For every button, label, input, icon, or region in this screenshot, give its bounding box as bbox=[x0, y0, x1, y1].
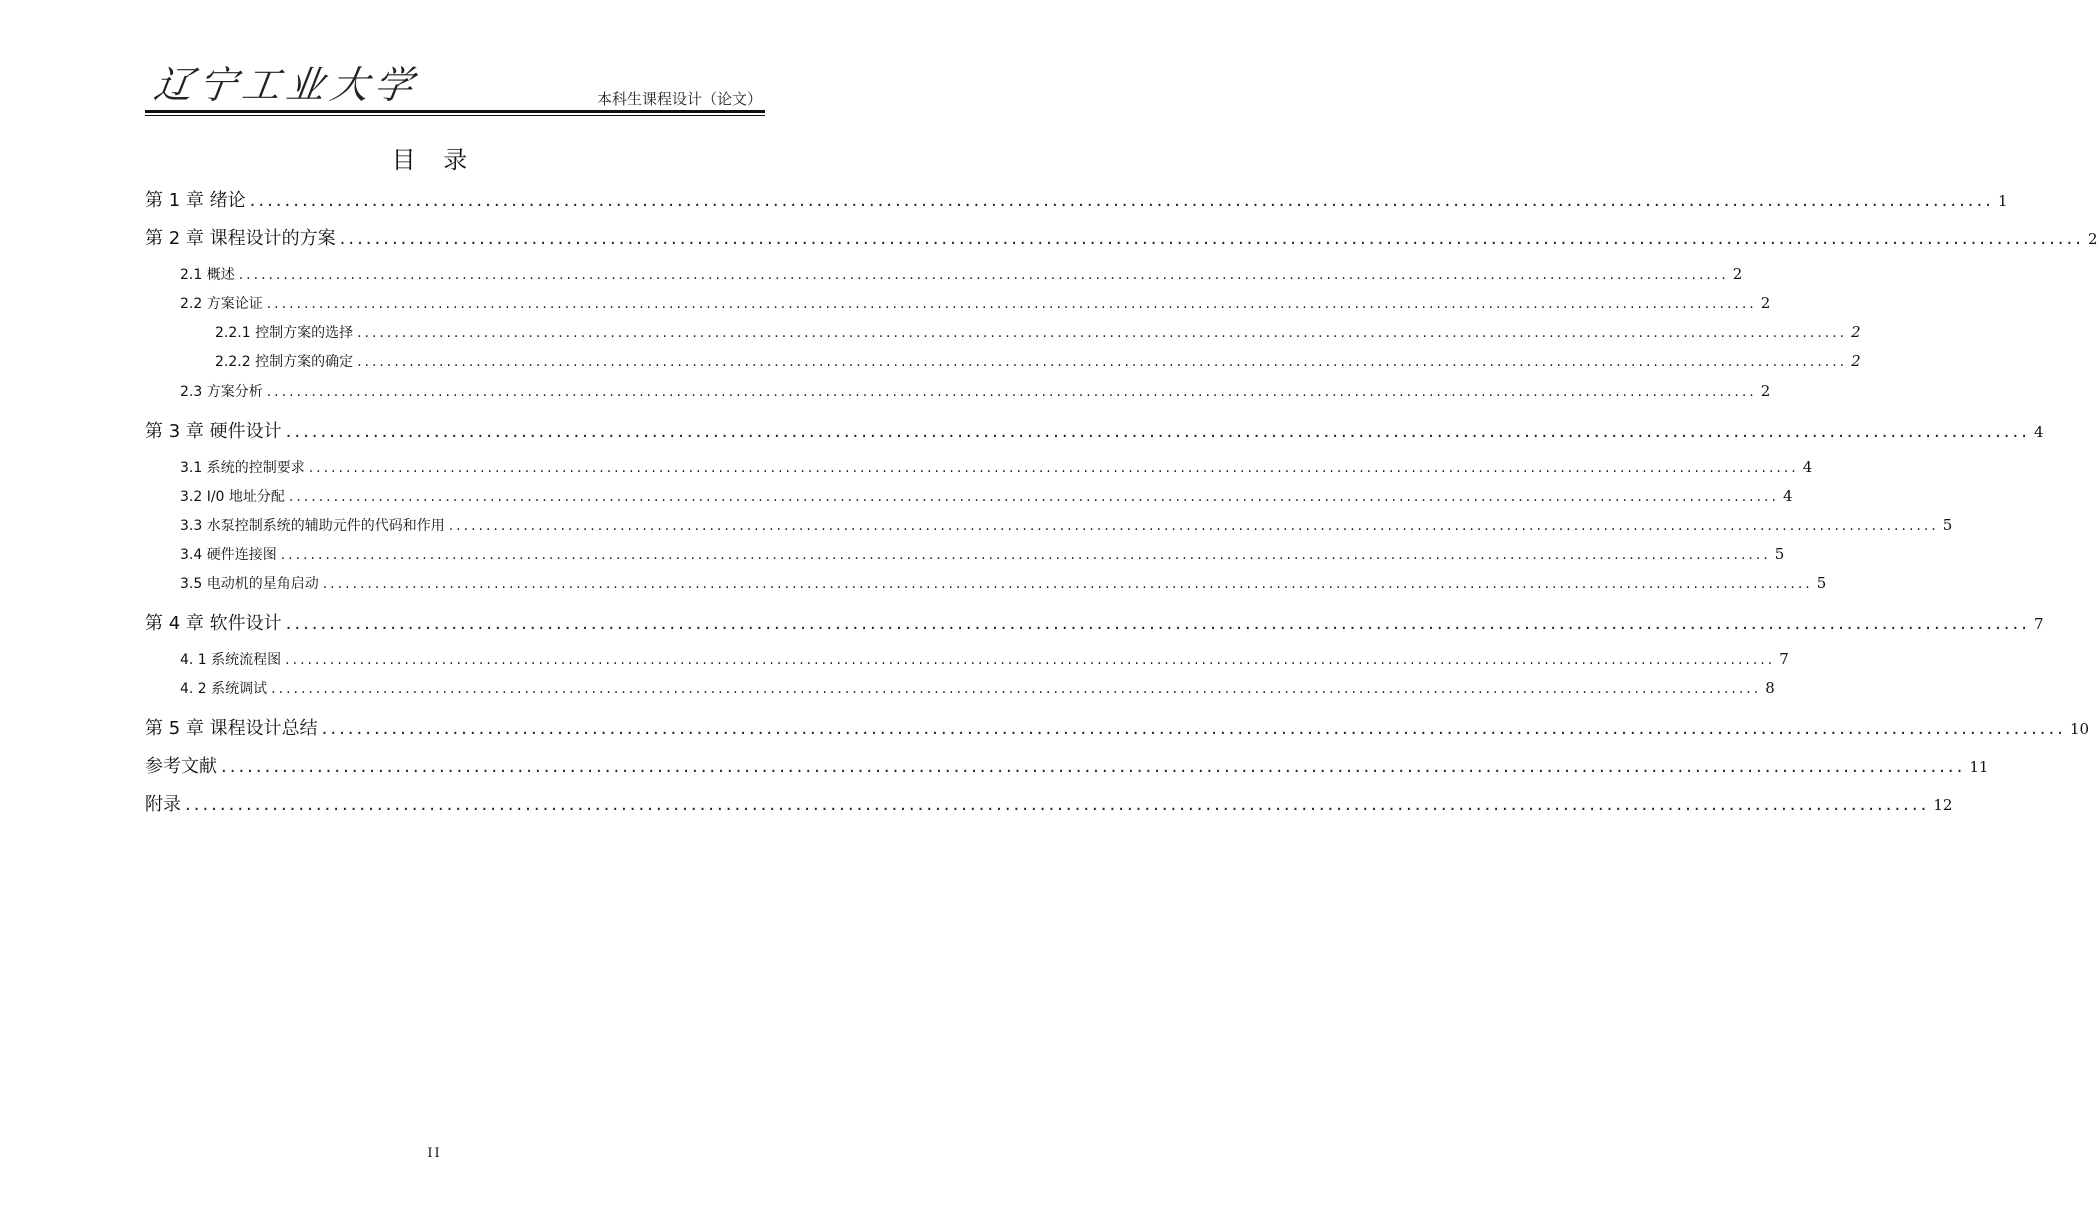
toc-entry-label: 3.3 水泵控制系统的辅助元件的代码和作用 bbox=[180, 518, 445, 534]
toc-entry-chapter-1[interactable] bbox=[145, 186, 2008, 212]
toc-leader-dots: ........................................................................................................................................................................................................ bbox=[288, 489, 1779, 505]
toc-leader-dots: ........................................................................................................................................................................................................ bbox=[185, 794, 1930, 815]
toc-entry-label: 第 3 章 硬件设计 bbox=[145, 421, 282, 442]
toc-entry-references[interactable] bbox=[145, 752, 1989, 778]
toc-entry-page: 5 bbox=[1816, 574, 1827, 592]
toc-entry-section-2-2-2[interactable] bbox=[215, 351, 1861, 371]
toc-entry-label: 附录 bbox=[145, 794, 181, 815]
toc-entry-chapter-5[interactable] bbox=[145, 714, 2090, 740]
toc-entry-section-3-1[interactable] bbox=[180, 457, 1813, 477]
toc-entry-appendix[interactable] bbox=[145, 790, 1953, 816]
toc-entry-label: 3.2 I/0 地址分配 bbox=[180, 489, 285, 505]
toc-leader-dots: ........................................................................................................................................................................................................ bbox=[448, 518, 1939, 534]
toc-entry-page: 7 bbox=[2033, 615, 2044, 633]
toc-entry-page: 2 bbox=[2087, 230, 2098, 248]
toc-entry-page: 1 bbox=[1997, 192, 2008, 210]
toc-leader-dots: ........................................................................................................................................................................................................ bbox=[357, 325, 1848, 341]
toc-entry-page: 11 bbox=[1969, 758, 1989, 776]
toc-leader-dots: ........................................................................................................................................................................................................ bbox=[266, 384, 1757, 400]
toc-entry-section-2-2[interactable] bbox=[180, 293, 1771, 313]
toc-entry-chapter-2[interactable] bbox=[145, 224, 2098, 250]
toc-entry-page: 5 bbox=[1942, 516, 1953, 534]
toc-entry-chapter-3[interactable] bbox=[145, 417, 2044, 443]
toc-leader-dots: ........................................................................................................................................................................................................ bbox=[280, 547, 1771, 563]
toc-entry-chapter-4[interactable] bbox=[145, 609, 2044, 635]
toc-entry-page: 4 bbox=[2033, 423, 2044, 441]
toc-entry-page: 2 bbox=[1851, 352, 1861, 370]
toc-entry-page: 4 bbox=[1802, 458, 1813, 476]
toc-entry-label: 2.2 方案论证 bbox=[180, 296, 263, 312]
toc-entry-page: 5 bbox=[1774, 545, 1785, 563]
header-subtitle: 本科生课程设计（论文） bbox=[596, 90, 762, 108]
toc-entry-label: 参考文献 bbox=[145, 756, 217, 777]
footer-page-number: II bbox=[427, 1146, 442, 1161]
toc-entry-label: 第 1 章 绪论 bbox=[145, 190, 246, 211]
toc-entry-label: 4. 1 系统流程图 bbox=[180, 652, 282, 668]
header-rule-thin bbox=[145, 115, 765, 116]
toc-entry-label: 3.4 硬件连接图 bbox=[180, 547, 277, 563]
header-rule bbox=[145, 110, 765, 113]
toc-entry-page: 8 bbox=[1765, 679, 1775, 697]
toc-entry-page: 12 bbox=[1933, 796, 1953, 814]
toc-leader-dots: ........................................................................................................................................................................................................ bbox=[285, 421, 2030, 442]
toc-leader-dots: ........................................................................................................................................................................................................ bbox=[322, 576, 1813, 592]
toc-entry-label: 第 4 章 软件设计 bbox=[145, 613, 282, 634]
toc-entry-label: 4. 2 系统调试 bbox=[180, 681, 268, 697]
toc-entry-page: 10 bbox=[2069, 720, 2090, 738]
toc-leader-dots: ........................................................................................................................................................................................................ bbox=[285, 613, 2030, 634]
toc-entry-label: 2.2.2 控制方案的确定 bbox=[215, 354, 354, 370]
toc-entry-page: 7 bbox=[1779, 650, 1789, 668]
toc-entry-page: 4 bbox=[1782, 487, 1793, 505]
toc-leader-dots: ........................................................................................................................................................................................................ bbox=[339, 228, 2084, 249]
toc-entry-section-3-2[interactable] bbox=[180, 486, 1793, 506]
toc-entry-label: 第 5 章 课程设计总结 bbox=[145, 718, 318, 739]
toc-entry-section-4-2[interactable] bbox=[180, 678, 1775, 698]
toc-entry-label: 2.1 概述 bbox=[180, 267, 235, 283]
toc-leader-dots: ........................................................................................................................................................................................................ bbox=[249, 190, 1994, 211]
toc-entry-section-2-3[interactable] bbox=[180, 381, 1771, 401]
toc-entry-page: 2 bbox=[1851, 323, 1861, 341]
toc-leader-dots: ........................................................................................................................................................................................................ bbox=[221, 756, 1966, 777]
toc-entry-label: 2.3 方案分析 bbox=[180, 384, 263, 400]
toc-entry-section-2-1[interactable] bbox=[180, 264, 1743, 284]
toc-entry-section-4-1[interactable] bbox=[180, 649, 1789, 669]
toc-entry-section-3-3[interactable] bbox=[180, 515, 1953, 535]
toc-leader-dots: ........................................................................................................................................................................................................ bbox=[308, 460, 1799, 476]
toc-title: 目 录 bbox=[391, 146, 478, 174]
toc-leader-dots: ........................................................................................................................................................................................................ bbox=[271, 681, 1762, 697]
toc-entry-label: 2.2.1 控制方案的选择 bbox=[215, 325, 354, 341]
toc-entry-section-3-4[interactable] bbox=[180, 544, 1785, 564]
toc-entry-label: 第 2 章 课程设计的方案 bbox=[145, 228, 336, 249]
toc-entry-page: 2 bbox=[1732, 265, 1743, 283]
toc-leader-dots: ........................................................................................................................................................................................................ bbox=[266, 296, 1757, 312]
toc-entry-page: 2 bbox=[1760, 294, 1771, 312]
toc-leader-dots: ........................................................................................................................................................................................................ bbox=[357, 354, 1848, 370]
toc-entry-page: 2 bbox=[1760, 382, 1771, 400]
toc-entry-label: 3.5 电动机的星角启动 bbox=[180, 576, 319, 592]
header-logo: 辽宁工业大学 bbox=[151, 63, 422, 107]
toc-entry-section-2-2-1[interactable] bbox=[215, 322, 1861, 342]
toc-leader-dots: ........................................................................................................................................................................................................ bbox=[321, 718, 2066, 739]
toc-leader-dots: ........................................................................................................................................................................................................ bbox=[285, 652, 1776, 668]
toc-leader-dots: ........................................................................................................................................................................................................ bbox=[238, 267, 1729, 283]
toc-entry-label: 3.1 系统的控制要求 bbox=[180, 460, 305, 476]
toc-entry-section-3-5[interactable] bbox=[180, 573, 1827, 593]
